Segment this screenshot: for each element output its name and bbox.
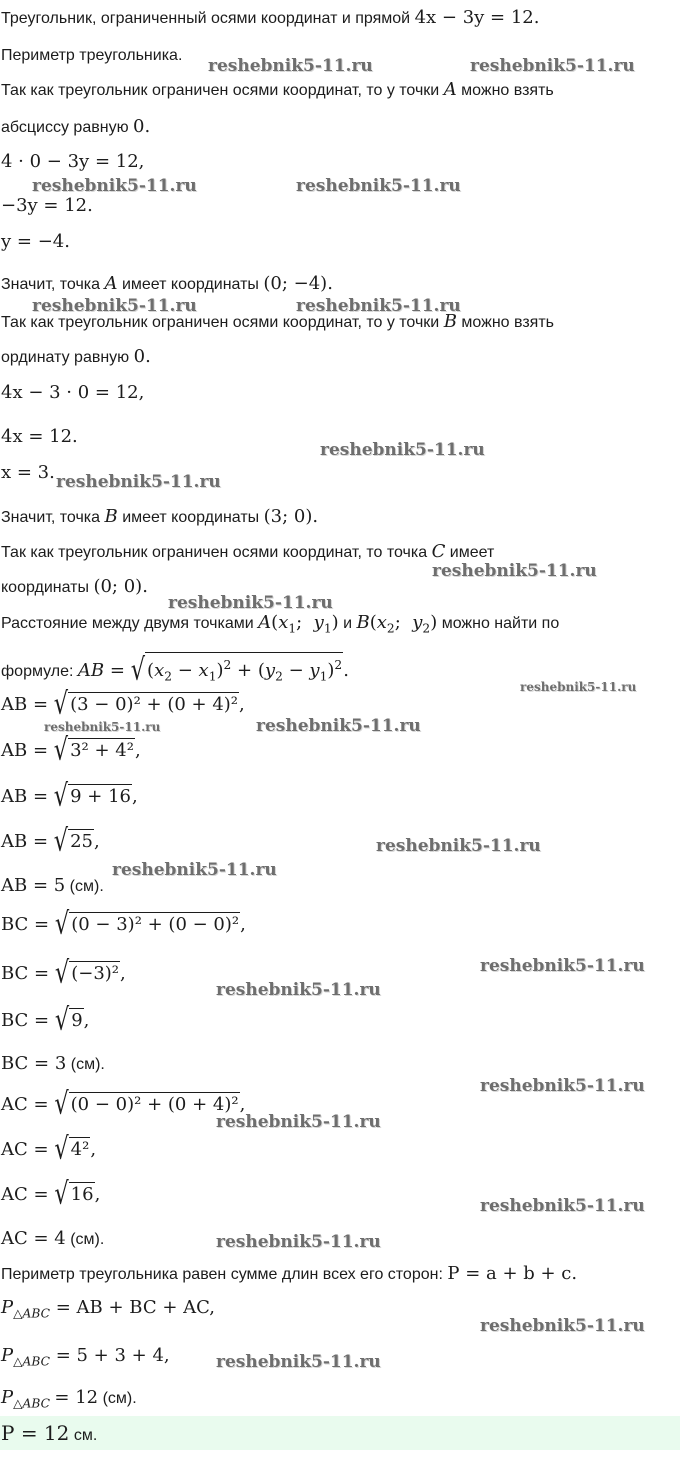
task-line: Периметр треугольника.: [1, 47, 183, 64]
perim-step3: $P_{\triangle ABC} = 12$ (см).: [1, 1387, 137, 1411]
eq-b2: 4x = 12.: [1, 426, 78, 447]
ab-lhs: AB =: [1, 831, 49, 852]
para-c2-text: координаты: [1, 579, 89, 596]
ab-lhs: AB =: [1, 786, 49, 807]
concl-a-mid: имеет координаты: [121, 276, 259, 293]
watermark: reshebnik5-11.ru: [216, 1352, 381, 1372]
watermark: reshebnik5-11.ru: [44, 720, 161, 734]
concl-a: [1, 274, 333, 295]
ac-lhs: AC =: [1, 1139, 49, 1160]
point-b-generic: $B(x_2$; $y_2$): [356, 612, 438, 636]
eq-a1: 4 · 0 − 3y = 12,: [1, 151, 145, 172]
perim-step3-rhs: = 12: [54, 1387, 99, 1408]
watermark: reshebnik5-11.ru: [480, 1316, 645, 1336]
point-c-label: C: [431, 541, 446, 562]
formula-prefix: формуле:: [1, 663, 74, 680]
point-b-label: B: [443, 311, 457, 332]
watermark: reshebnik5-11.ru: [32, 296, 197, 316]
ac-result: [1, 1229, 104, 1250]
bc-lhs: BC =: [1, 1010, 50, 1031]
para-b2-text: ординату равную: [1, 349, 130, 366]
para-c-line2: [1, 577, 148, 598]
unit-cm: (см).: [102, 1390, 137, 1407]
bc-value: BC = 3: [1, 1053, 67, 1074]
para-b-text: Так как треугольник ограничен осями координат, то у точки: [1, 314, 440, 331]
watermark: reshebnik5-11.ru: [480, 1076, 645, 1096]
distance-formula: AB = √ $(x_2 - x_1)^2 + (y_2 - y_1)^2$.: [77, 652, 349, 688]
perim-step2-rhs: = 5 + 3 + 4,: [55, 1345, 170, 1366]
concl-a-prefix: Значит, точка: [1, 276, 101, 293]
ab-step4: AB = √ 25,: [1, 823, 100, 859]
bc-result: [1, 1054, 105, 1075]
eq-a3: y = −4.: [1, 231, 70, 252]
zero-value: 0.: [133, 346, 151, 367]
concl-b: [1, 507, 318, 528]
ab-step1: AB = √ (3 − 0)² + (0 + 4)²,: [1, 686, 245, 722]
perimeter-formula: P = a + b + c.: [447, 1263, 578, 1284]
watermark: reshebnik5-11.ru: [256, 716, 421, 736]
eq-a2: −3y = 12.: [1, 195, 93, 216]
unit-cm: (см).: [70, 1231, 105, 1248]
ab-radicand-2: 3² + 4²: [70, 740, 134, 761]
ac-value: AC = 4: [1, 1228, 66, 1249]
ab-step3: AB = √ 9 + 16,: [1, 778, 138, 814]
watermark: reshebnik5-11.ru: [56, 472, 221, 492]
answer-line: [1, 1423, 97, 1446]
bc-step3: BC = √ 9,: [1, 1002, 90, 1038]
watermark: reshebnik5-11.ru: [320, 440, 485, 460]
point-a-label: A: [443, 79, 457, 100]
ac-radicand-3: 16: [70, 1184, 94, 1205]
watermark: reshebnik5-11.ru: [112, 860, 277, 880]
ac-lhs: AC =: [1, 1184, 49, 1205]
bc-lhs: BC =: [1, 963, 50, 984]
watermark: reshebnik5-11.ru: [480, 1196, 645, 1216]
ab-radicand-1: (3 − 0)² + (0 + 4)²: [70, 694, 239, 715]
bc-radicand-1: (0 − 3)² + (0 − 0)²: [71, 914, 240, 935]
para-a-line2: [1, 117, 150, 138]
para-a-tail: можно взять: [461, 82, 554, 99]
para-b-line2: [1, 347, 151, 368]
line-equation: 4x − 3y = 12.: [414, 7, 540, 28]
distance-tail: можно найти по: [441, 615, 560, 632]
answer-value: P = 12: [1, 1421, 70, 1445]
answer-unit: см.: [73, 1427, 98, 1444]
watermark: reshebnik5-11.ru: [32, 176, 197, 196]
perim-step1: $P_{\triangle ABC}$ = AB + BC + AC,: [1, 1297, 215, 1321]
para-c-text: Так как треугольник ограничен осями координат, то точка: [1, 544, 428, 561]
unit-cm: (см).: [69, 878, 104, 895]
ab-result: [1, 876, 104, 897]
perimeter-line: [1, 1264, 577, 1285]
watermark: reshebnik5-11.ru: [168, 593, 333, 613]
bc-step2: BC = √ (−3)²,: [1, 955, 126, 991]
para-c-tail: имеет: [449, 544, 495, 561]
ac-step3: AC = √ 16,: [1, 1176, 101, 1212]
point-a-label: A: [104, 273, 118, 294]
watermark: reshebnik5-11.ru: [296, 296, 461, 316]
para-a-text: Так как треугольник ограничен осями координат, то у точки: [1, 82, 440, 99]
ab-radicand-3: 9 + 16: [70, 786, 131, 807]
intro-line: [1, 8, 539, 29]
point-a-generic: $A(x_1$; $y_1$): [258, 612, 339, 636]
bc-radicand-2: (−3)²: [71, 963, 120, 984]
bc-step1: BC = √ (0 − 3)² + (0 − 0)²,: [1, 906, 246, 942]
watermark: reshebnik5-11.ru: [208, 56, 373, 76]
perim-step2: $P_{\triangle ABC} = 5 + 3 + 4$,: [1, 1345, 170, 1369]
para-c-line1: [1, 542, 494, 563]
coords-b: (3; 0).: [263, 506, 319, 527]
ac-radicand-2: 4²: [70, 1139, 90, 1160]
watermark: reshebnik5-11.ru: [432, 561, 597, 581]
coords-a: (0; −4).: [263, 273, 333, 294]
answer-highlight: [0, 1416, 680, 1450]
ab-lhs: AB =: [1, 740, 49, 761]
watermark: reshebnik5-11.ru: [480, 956, 645, 976]
formula-line: [1, 652, 349, 687]
ac-step2: AC = √ 4²,: [1, 1131, 97, 1167]
para-b-tail: можно взять: [461, 314, 554, 331]
watermark: reshebnik5-11.ru: [470, 56, 635, 76]
and-word: и: [343, 615, 353, 632]
ab-lhs: AB =: [1, 694, 49, 715]
bc-lhs: BC =: [1, 914, 50, 935]
watermark: reshebnik5-11.ru: [520, 680, 637, 694]
ab-radicand-4: 25: [70, 831, 94, 852]
bc-radicand-3: 9: [71, 1010, 83, 1031]
zero-value: 0.: [133, 116, 151, 137]
para-a-line1: [1, 80, 554, 101]
ab-step2: AB = √ 3² + 4²,: [1, 732, 141, 768]
concl-b-prefix: Значит, точка: [1, 509, 101, 526]
perim-step1-rhs: = AB + BC + AC,: [55, 1297, 215, 1318]
distance-text: Расстояние между двумя точками: [1, 615, 254, 632]
watermark: reshebnik5-11.ru: [216, 1232, 381, 1252]
eq-b1: 4x − 3 · 0 = 12,: [1, 382, 145, 403]
coords-c: (0; 0).: [93, 576, 148, 597]
intro-text: Треугольник, ограниченный осями координат и прямой: [1, 10, 411, 27]
perimeter-text: Периметр треугольника равен сумме длин всех его сторон:: [1, 1266, 443, 1283]
watermark: reshebnik5-11.ru: [216, 1112, 381, 1132]
para-a2-text: абсциссу равную: [1, 119, 129, 136]
ac-lhs: AC =: [1, 1094, 49, 1115]
watermark: reshebnik5-11.ru: [216, 980, 381, 1000]
concl-b-mid: имеет координаты: [122, 509, 260, 526]
eq-b3: x = 3.: [1, 462, 55, 483]
ac-step1: AC = √ (0 − 0)² + (0 + 4)²,: [1, 1086, 246, 1122]
unit-cm: (см).: [70, 1056, 105, 1073]
watermark: reshebnik5-11.ru: [376, 836, 541, 856]
distance-line: [1, 613, 559, 639]
ab-value: AB = 5: [1, 875, 66, 896]
ac-radicand-1: (0 − 0)² + (0 + 4)²: [70, 1094, 239, 1115]
point-b-label: B: [104, 506, 118, 527]
watermark: reshebnik5-11.ru: [296, 176, 461, 196]
